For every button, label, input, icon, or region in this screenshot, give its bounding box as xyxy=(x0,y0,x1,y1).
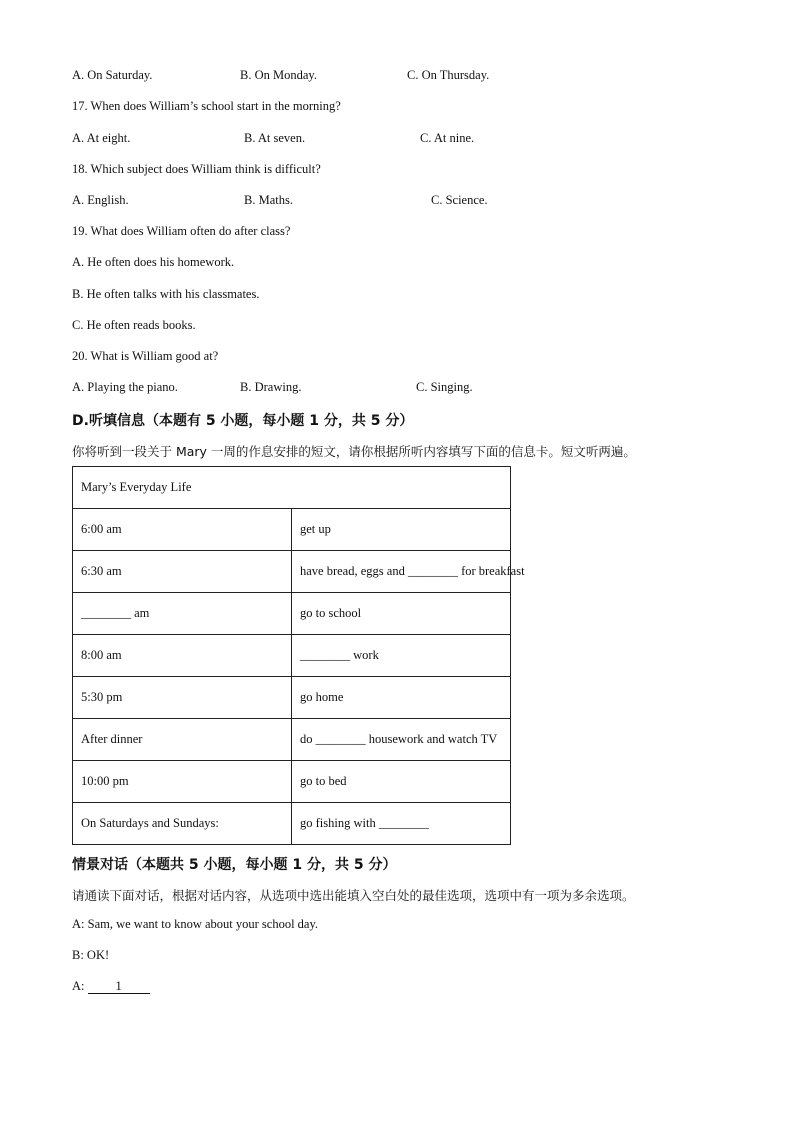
activity-cell: go fishing with ________ xyxy=(292,803,511,845)
q20-option-a: A. Playing the piano. xyxy=(72,380,178,394)
activity-cell: have bread, eggs and ________ for breakfast xyxy=(292,551,511,593)
table-row xyxy=(73,593,511,635)
q19-question: 19. What does William often do after class? xyxy=(72,224,291,238)
q18-option-c: C. Science. xyxy=(431,193,488,207)
activity-cell: go to school xyxy=(292,593,511,635)
q19-option-a: A. He often does his homework. xyxy=(72,255,235,269)
q16-option-c: C. On Thursday. xyxy=(407,68,490,82)
time-cell: ________ am xyxy=(73,593,292,635)
time-cell: 5:30 pm xyxy=(73,677,292,719)
section-e-heading: 情景对话（本题共 5 小题，每小题 1 分，共 5 分） xyxy=(72,857,397,873)
info-card-table xyxy=(72,466,525,845)
table-row xyxy=(73,719,511,761)
q16-option-b: B. On Monday. xyxy=(240,68,317,82)
q17-option-c: C. At nine. xyxy=(420,131,475,145)
section-e-instruction: 请通读下面对话，根据对话内容，从选项中选出能填入空白处的最佳选项，选项中有一项为多余选项。 xyxy=(72,888,635,903)
table-row xyxy=(73,509,511,551)
section-d-instruction: 你将听到一段关于 Mary 一周的作息安排的短文，请你根据所听内容填写下面的信息卡。短文听两遍。 xyxy=(72,444,636,459)
dialogue-line-1: A: Sam, we want to know about your school day. xyxy=(72,917,319,931)
activity-cell: get up xyxy=(292,509,511,551)
q17-option-b: B. At seven. xyxy=(244,131,306,145)
q19-option-b: B. He often talks with his classmates. xyxy=(72,287,260,301)
table-row xyxy=(73,803,511,845)
dialogue-line-3 xyxy=(72,979,150,994)
activity-cell: ________ work xyxy=(292,635,511,677)
section-d-heading: D.听填信息（本题有 5 小题，每小题 1 分，共 5 分） xyxy=(72,413,414,429)
activity-cell: go to bed xyxy=(292,761,511,803)
activity-cell: go home xyxy=(292,677,511,719)
activity-cell: do ________ housework and watch TV xyxy=(292,719,511,761)
q18-option-a: A. English. xyxy=(72,193,129,207)
time-cell: 10:00 pm xyxy=(73,761,292,803)
q20-option-b: B. Drawing. xyxy=(240,380,302,394)
table-title: Mary’s Everyday Life xyxy=(73,467,511,509)
dialogue-line-2: B: OK! xyxy=(72,948,110,962)
table-row xyxy=(73,551,511,593)
q19-option-c: C. He often reads books. xyxy=(72,318,196,332)
time-cell: On Saturdays and Sundays: xyxy=(73,803,292,845)
table-row xyxy=(73,635,511,677)
q18-option-b: B. Maths. xyxy=(244,193,293,207)
table-title-row xyxy=(73,467,511,509)
q20-question: 20. What is William good at? xyxy=(72,349,219,363)
q18-question: 18. Which subject does William think is difficult? xyxy=(72,162,321,176)
answer-blank[interactable]: 1 xyxy=(88,980,150,994)
q17-question: 17. When does William’s school start in the morning? xyxy=(72,99,341,113)
q20-option-c: C. Singing. xyxy=(416,380,473,394)
time-cell: 6:30 am xyxy=(73,551,292,593)
dialogue-speaker: A: xyxy=(72,979,85,993)
table-row xyxy=(73,761,511,803)
q16-option-a: A. On Saturday. xyxy=(72,68,153,82)
time-cell: 6:00 am xyxy=(73,509,292,551)
time-cell: 8:00 am xyxy=(73,635,292,677)
table-row xyxy=(73,677,511,719)
time-cell: After dinner xyxy=(73,719,292,761)
q17-option-a: A. At eight. xyxy=(72,131,131,145)
